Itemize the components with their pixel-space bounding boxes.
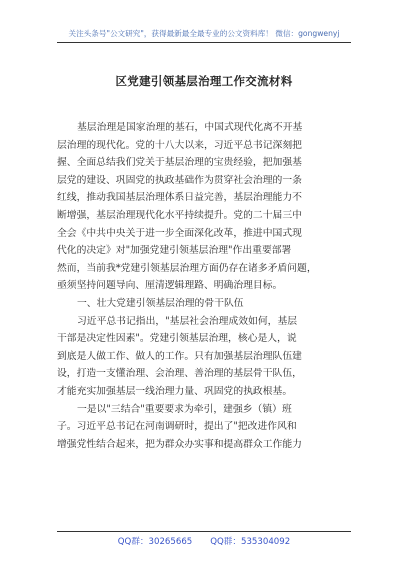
paragraph-line: 一是以"三结合"重要要求为牵引，建强乡（镇）班 <box>77 403 292 415</box>
paragraph <box>57 119 351 295</box>
paragraph <box>57 401 351 454</box>
paragraph-line: 才能充实加强基层一线治理力量、巩固党的执政根基。 <box>57 385 293 397</box>
paragraph-line: 一、壮大党建引领基层治理的骨干队伍 <box>77 297 244 309</box>
paragraph-line: 断增强，基层治理现代化水平持续提升。党的二十届三中 <box>57 209 302 221</box>
document-title: 区党建引领基层治理工作交流材料 <box>115 74 293 88</box>
paragraph-line: 习近平总书记指出，"基层社会治理成效如何，基层 <box>77 315 298 327</box>
footer-qq-group-1: QQ群：30265665 <box>117 537 193 547</box>
paragraph-line: 代化的决定》对"加强党建引领基层治理"作出重要部署 <box>57 245 292 257</box>
footer-contact <box>0 535 408 547</box>
paragraph-line: 干部是决定性因素"。党建引领基层治理，核心是人，说 <box>57 333 297 345</box>
paragraph-line: 到底是人做工作、做人的工作。只有加强基层治理队伍建 <box>57 350 302 362</box>
paragraph-line: 亟须坚持问题导向、厘清逻辑理路、明确治理目标。 <box>57 280 283 292</box>
paragraph-line: 全会《中共中央关于进一步全面深化改革，推进中国式现 <box>57 227 302 239</box>
document-body <box>57 119 351 453</box>
paragraph-line: 然而，当前我*党建引领基层治理方面仍存在诸多矛盾问题， <box>57 262 317 274</box>
header-notice: 关注头条号"公文研究"，获得最新最全最专业的公文资料库！ 微信：gongwenyj <box>68 29 340 38</box>
header-divider <box>57 42 351 43</box>
paragraph <box>57 313 351 401</box>
paragraph-line: 层党的建设、巩固党的执政基础作为贯穿社会治理的一条 <box>57 174 302 186</box>
paragraph-line: 增强党性结合起来，把为群众办实事和提高群众工作能力 <box>57 438 302 450</box>
paragraph-line: 基层治理是国家治理的基石，中国式现代化离不开基 <box>77 122 303 133</box>
paragraph <box>57 295 351 313</box>
paragraph-line: 握、全面总结我们党关于基层治理的宝贵经验，把加强基 <box>57 157 302 169</box>
footer-divider <box>57 531 351 532</box>
footer-qq-group-2: QQ群：535304092 <box>210 537 291 547</box>
paragraph-line: 设，打造一支懂治理、会治理、善治理的基层骨干队伍， <box>57 368 302 380</box>
paragraph-line: 层治理的现代化。党的十八大以来，习近平总书记深刻把 <box>57 139 302 151</box>
paragraph-line: 红线，推动我国基层治理体系日益完善，基层治理能力不 <box>57 192 302 204</box>
paragraph-line: 子。习近平总书记在河南调研时，提出了"把改进作风和 <box>57 421 297 433</box>
